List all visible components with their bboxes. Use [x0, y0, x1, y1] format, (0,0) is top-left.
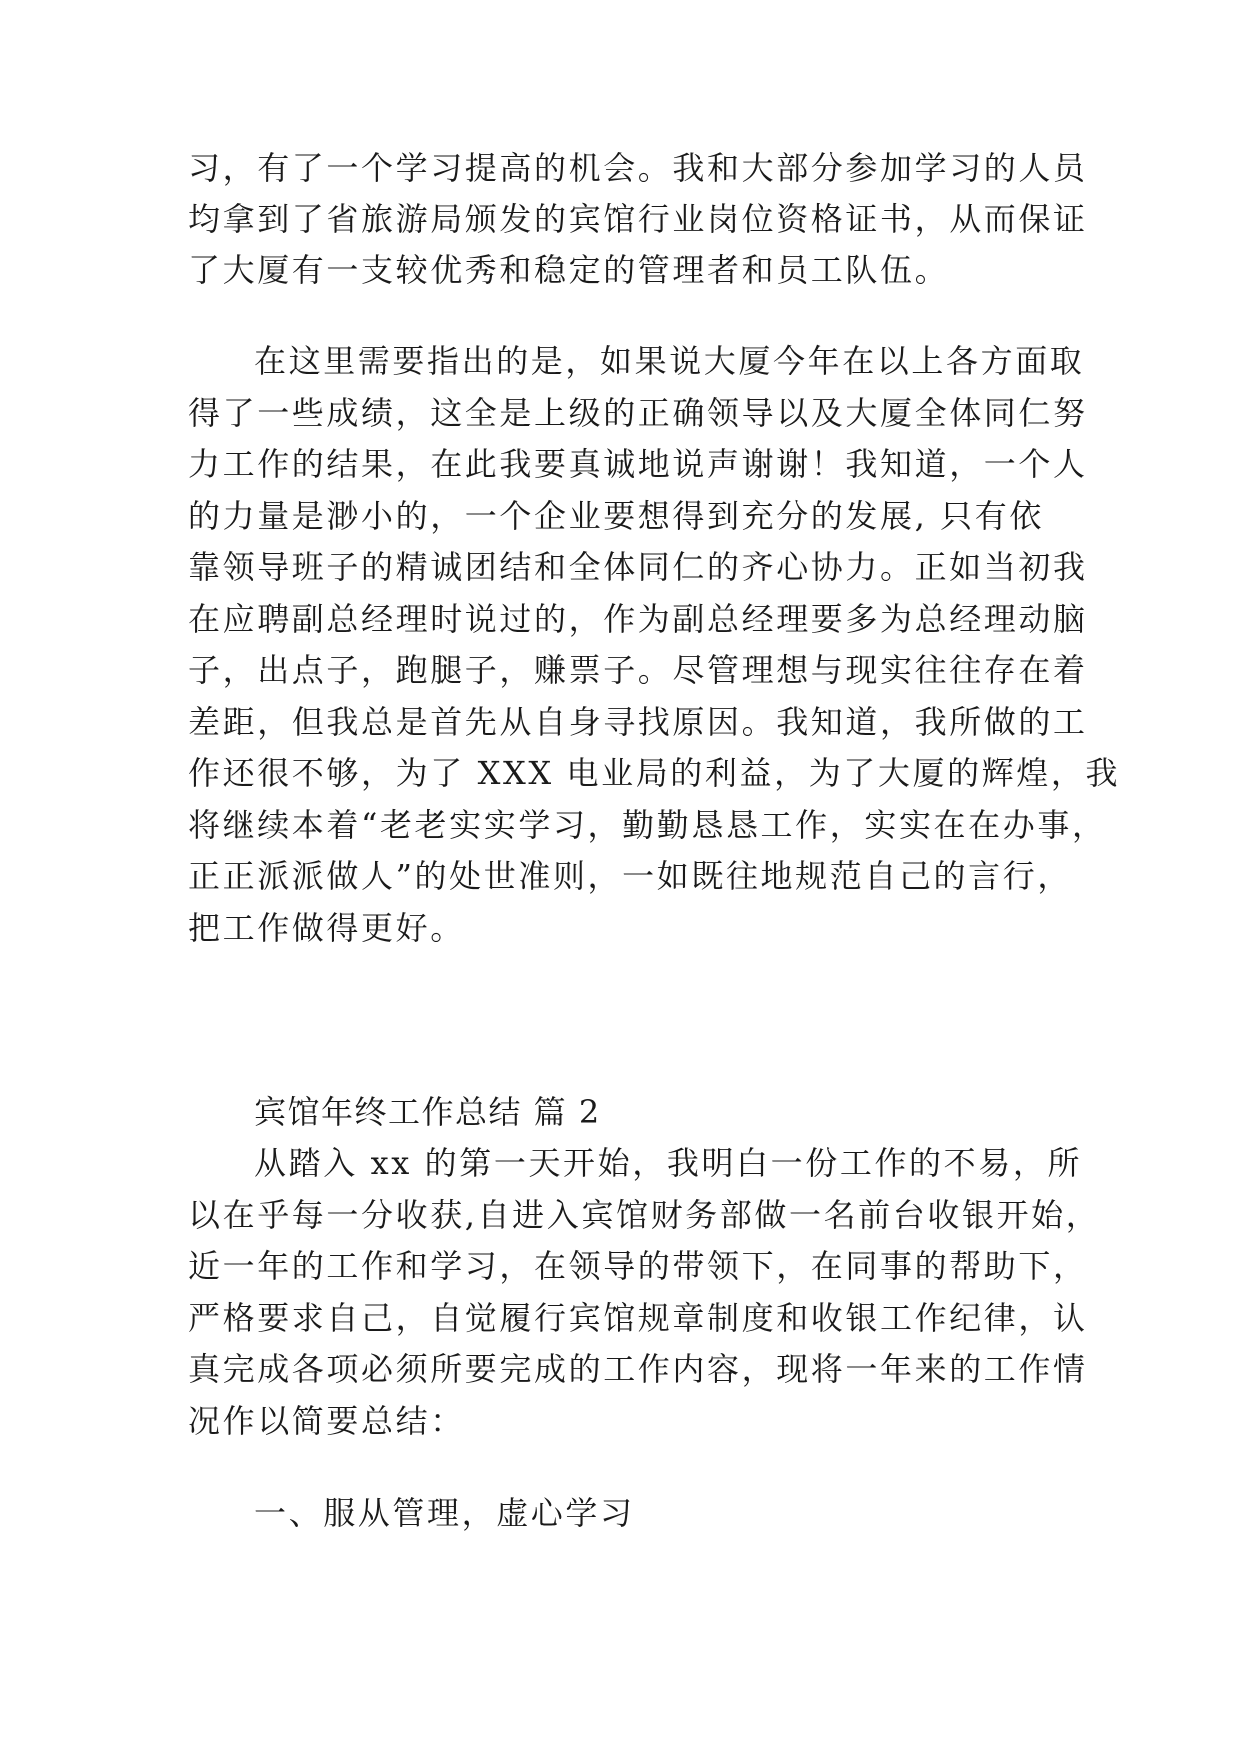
text-line: 在应聘副总经理时说过的，作为副总经理要多为总经理动脑 — [188, 600, 1088, 638]
text-line: 均拿到了省旅游局颁发的宾馆行业岗位资格证书，从而保证 — [188, 200, 1088, 238]
text-line: 近一年的工作和学习，在领导的带领下，在同事的帮助下， — [188, 1247, 1088, 1285]
text-line: 差距，但我总是首先从自身寻找原因。我知道，我所做的工 — [188, 703, 1088, 741]
text-line: 在这里需要指出的是，如果说大厦今年在以上各方面取 — [254, 342, 1085, 380]
text-line: 严格要求自己，自觉履行宾馆规章制度和收银工作纪律，认 — [188, 1299, 1088, 1337]
text-line: 况作以简要总结： — [188, 1402, 465, 1440]
text-line: 从踏入 xx 的第一天开始，我明白一份工作的不易，所 — [254, 1144, 1083, 1182]
text-line: 正正派派做人”的处世准则，一如既往地规范自己的言行， — [188, 857, 1072, 895]
text-line: 靠领导班子的精诚团结和全体同仁的齐心协力。正如当初我 — [188, 548, 1088, 586]
text-line: 真完成各项必须所要完成的工作内容，现将一年来的工作情 — [188, 1350, 1088, 1388]
text-line: 了大厦有一支较优秀和稳定的管理者和员工队伍。 — [188, 251, 950, 289]
text-line: 以在乎每一分收获,自进入宾馆财务部做一名前台收银开始， — [188, 1196, 1101, 1234]
text-line: 习，有了一个学习提高的机会。我和大部分参加学习的人员 — [188, 149, 1088, 187]
text-line: 将继续本着“老老实实学习，勤勤恳恳工作，实实在在办事， — [188, 806, 1107, 844]
text-line: 作还很不够，为了 XXX 电业局的利益，为了大厦的辉煌，我 — [188, 754, 1121, 792]
section-heading: 宾馆年终工作总结 篇 2 — [254, 1093, 601, 1131]
text-line: 的力量是渺小的，一个企业要想得到充分的发展, 只有依 — [188, 497, 1044, 535]
text-line: 子，出点子，跑腿子，赚票子。尽管理想与现实往往存在着 — [188, 651, 1088, 689]
text-line: 把工作做得更好。 — [188, 909, 465, 947]
text-line: 力工作的结果，在此我要真诚地说声谢谢！我知道，一个人 — [188, 445, 1088, 483]
subheading: 一、服从管理，虚心学习 — [254, 1494, 635, 1532]
text-line: 得了一些成绩，这全是上级的正确领导以及大厦全体同仁努 — [188, 394, 1088, 432]
